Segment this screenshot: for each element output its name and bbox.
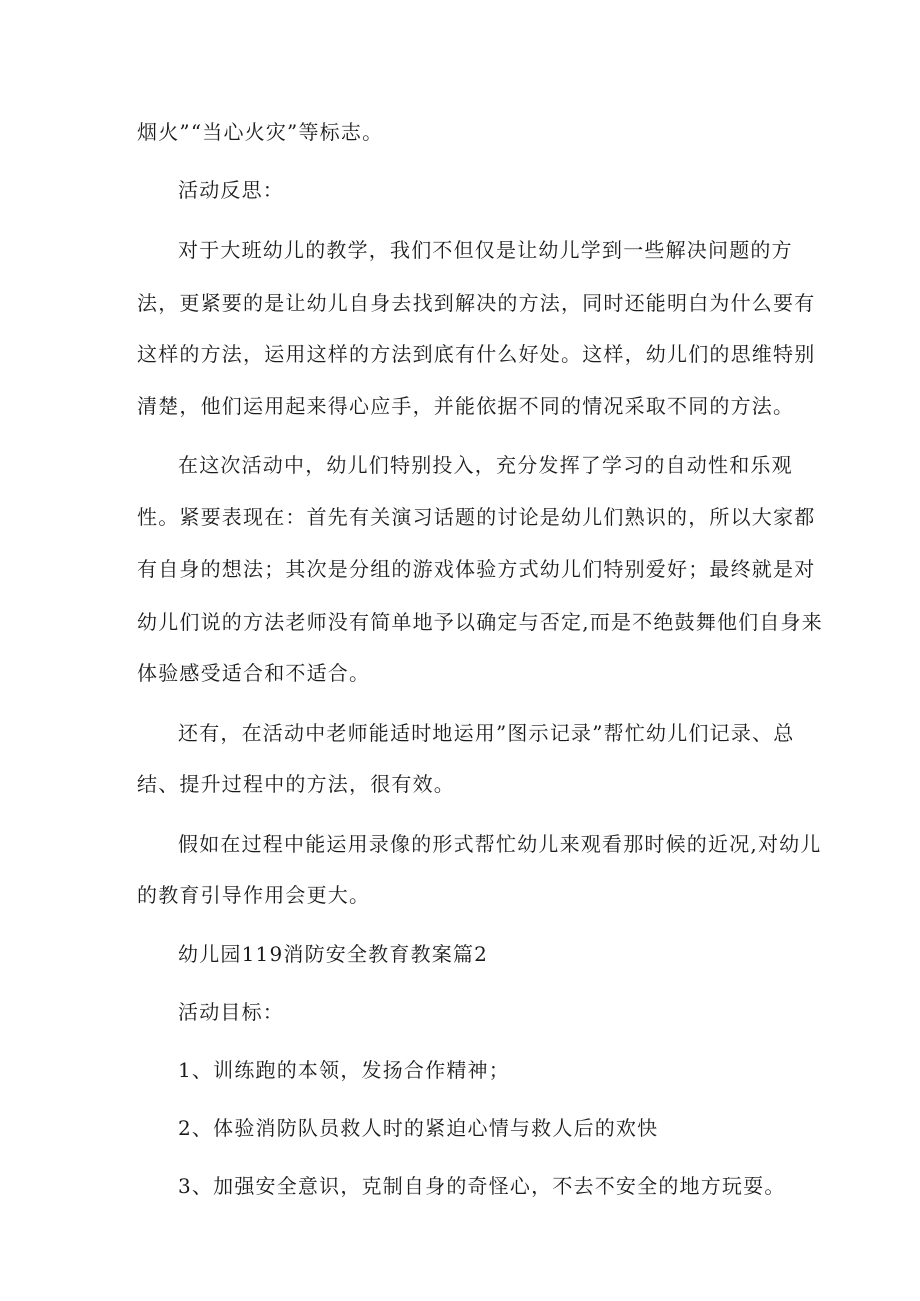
list-item: 1、训练跑的本领，发扬合作精神；	[178, 1058, 510, 1082]
text-line: 幼儿们说的方法老师没有简单地予以确定与否定,而是不绝鼓舞他们自身来	[137, 610, 823, 634]
section-heading: 活动目标：	[178, 1000, 284, 1024]
text-line: 假如在过程中能运用录像的形式帮忙幼儿来观看那时候的近况,对幼儿	[178, 832, 822, 856]
section-title: 幼儿园119消防安全教育教案篇2	[178, 942, 489, 966]
text-line: 这样的方法，运用这样的方法到底有什么好处。这样，幼儿们的思维特别	[137, 342, 816, 366]
list-item: 3、加强安全意识，克制自身的奇怪心，不去不安全的地方玩耍。	[178, 1174, 786, 1198]
text-line: 对于大班幼儿的教学，我们不但仅是让幼儿学到一些解决问题的方	[178, 238, 793, 262]
text-line: 清楚，他们运用起来得心应手，并能依据不同的情况采取不同的方法。	[137, 394, 795, 418]
text-line: 有自身的想法；其次是分组的游戏体验方式幼儿们特别爱好；最终就是对	[137, 557, 816, 581]
text-line: 体验感受适合和不适合。	[137, 661, 371, 685]
list-item: 2、体验消防队员救人时的紧迫心情与救人后的欢快	[178, 1116, 659, 1140]
text-line: 法，更紧要的是让幼儿自身去找到解决的方法，同时还能明白为什么要有	[137, 291, 816, 315]
text-line: 烟火”“当心火灾”等标志。	[137, 120, 384, 144]
text-line: 的教育引导作用会更大。	[137, 883, 371, 907]
text-line: 结、提升过程中的方法，很有效。	[137, 772, 455, 796]
text-line: 还有，在活动中老师能适时地运用”图示记录”帮忙幼儿们记录、总	[178, 721, 795, 745]
text-line: 性。紧要表现在：首先有关演习话题的讨论是幼儿们熟识的，所以大家都	[137, 505, 816, 529]
section-heading: 活动反思：	[178, 178, 284, 202]
text-line: 在这次活动中，幼儿们特别投入，充分发挥了学习的自动性和乐观	[178, 453, 793, 477]
